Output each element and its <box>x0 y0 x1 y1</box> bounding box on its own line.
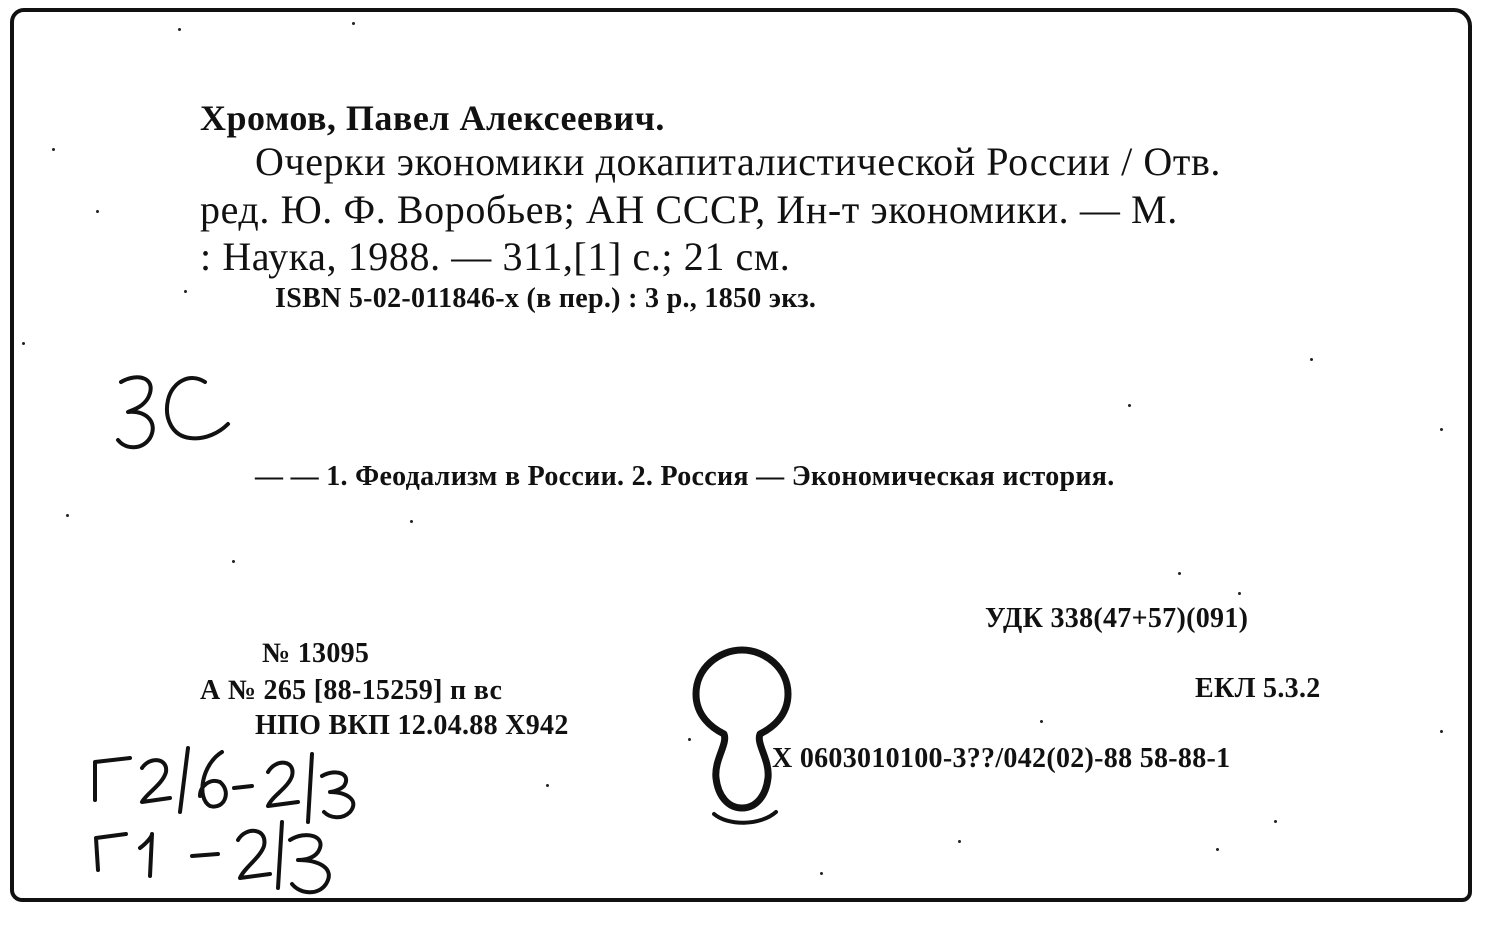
description-line-2: ред. Ю. Ф. Воробьев; АН СССР, Ин-т экономики. — М. <box>200 187 1178 232</box>
description-line-1: Очерки экономики докапиталистической России / Отв. <box>255 139 1222 184</box>
description-line-3: : Наука, 1988. — 311,[1] с.; 21 см. <box>200 234 791 279</box>
handwritten-location-1 <box>95 748 353 822</box>
subject-headings: — — 1. Феодализм в России. 2. Россия — Экономическая история. <box>255 461 1115 492</box>
handwritten-shelf-mark <box>118 377 228 447</box>
classification-code: X 0603010100-3??/042(02)-88 58-88-1 <box>772 743 1231 774</box>
handwritten-location-2 <box>96 822 329 892</box>
printer-stamp: НПО ВКП 12.04.88 X942 <box>255 710 569 741</box>
author-heading: Хромов, Павел Алексеевич. <box>200 98 665 138</box>
udk-code: УДК 338(47+57)(091) <box>985 603 1249 634</box>
record-number: № 13095 <box>262 638 370 669</box>
order-number: А № 265 [88-15259] п вс <box>200 675 503 706</box>
rod-hole-outline <box>696 650 788 823</box>
isbn-line: ISBN 5-02-011846-x (в пер.) : 3 р., 1850 экз. <box>275 283 817 314</box>
ekl-code: ЕКЛ 5.3.2 <box>1195 673 1321 704</box>
